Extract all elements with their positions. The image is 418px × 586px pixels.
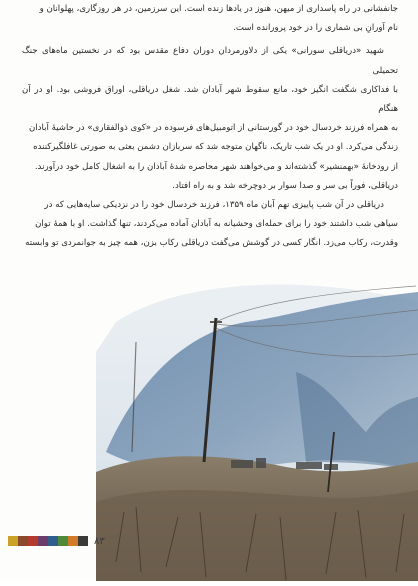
text-line: دریاقلی، فوراً بی سر و صدا سوار بر دوچرخه شد و به راه افتاد. xyxy=(172,180,398,191)
paragraph-3 xyxy=(22,196,398,254)
text-line: جانفشانی در راه پاسداری از میهن، هنوز در یادها زنده است. این سرزمین، در هر روزگاری، پهلوانان و xyxy=(39,4,398,14)
watercolor-illustration xyxy=(96,262,418,581)
paragraph-2 xyxy=(22,42,398,196)
color-swatch xyxy=(78,536,88,546)
page-number: ۸۳ xyxy=(94,535,105,547)
text-line: از رودخانهٔ «بهمنشیر» گذشته‌اند و می‌خواهند شهر محاصره شدهٔ آبادان را به اشغال کامل خود درآورند. xyxy=(34,161,398,172)
text-line: سیاهی شب داشتند خود را برای حمله‌ای وحشیانه به آبادان آماده می‌کردند، تنها گذاشت. او با همهٔ توان xyxy=(35,219,398,230)
color-swatch xyxy=(18,536,28,546)
color-swatch-strip xyxy=(8,536,88,546)
color-swatch xyxy=(28,536,38,546)
text-line: با فداکاری شگفت انگیز خود، مانع سقوط شهر آبادان شد. شغل دریاقلی، اوراق فروشی بود. او در آن هنگام xyxy=(22,84,398,115)
text-line: نام آورانِ بی شماری را در خود پرورانده است. xyxy=(233,23,398,34)
color-swatch xyxy=(8,536,18,546)
color-swatch xyxy=(38,536,48,546)
body-text xyxy=(22,0,398,254)
color-swatch xyxy=(58,536,68,546)
text-line: وقدرت، رکاب می‌زد. انگار کسی در گوشش می‌گفت دریاقلی رکاب بزن، همه چیز به جوانمردی تو وابسته xyxy=(25,238,398,249)
color-swatch xyxy=(68,536,78,546)
text-line: شهید «دریاقلی سورانی» یکی از دلاورمردان دوران دفاع مقدس بود که در نخستین ماه‌های جنگ تحمیلی xyxy=(22,46,398,76)
text-line: به همراه فرزند خردسال خود در گورستانی از اتومبیل‌های فرسوده در «کوی ذوالفقاری» در حاشیهٔ آبادان xyxy=(28,123,398,134)
text-line: زندگی می‌کرد. او در یک شب تاریک، ناگهان متوجه شد که سربازان دشمن بعثی به صورتی غافلگیرکننده xyxy=(33,142,398,153)
color-swatch xyxy=(48,536,58,546)
text-line: دریاقلی در آن شب پاییزی نهم آبان ماه ۱۳۵۹، فرزند خردسال خود را در نزدیکی سایه‌هایی که در xyxy=(44,200,384,211)
page-footer xyxy=(8,534,105,548)
paragraph-1 xyxy=(22,0,398,38)
